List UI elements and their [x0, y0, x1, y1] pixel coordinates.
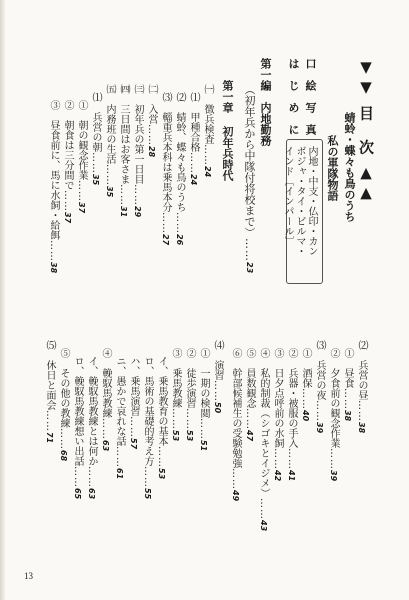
leader-dots: ……	[300, 388, 311, 410]
leader-dots: ……	[62, 190, 73, 212]
page-number: 65	[73, 488, 82, 500]
toc-entry	[48, 100, 58, 273]
itinerary-line-3: インド〔インパール〕	[282, 146, 293, 246]
entry-label: ⑥ 幹部候補生の受験勉強	[230, 348, 241, 468]
toc-entry	[62, 100, 72, 223]
entry-label: ㈢ 初年兵の第一日目	[132, 84, 143, 184]
leader-dots: ……	[114, 446, 125, 468]
page-number: 40	[301, 410, 310, 422]
page-folio: 13	[24, 571, 33, 581]
itinerary-line-1: 内地・中支・仏印・カン	[306, 146, 317, 256]
entry-label: ③ 乗馬教練	[170, 348, 181, 408]
entry-label: ② 兵器・被服の手入	[286, 348, 297, 448]
page-number: 57	[129, 438, 138, 450]
toc-entry	[202, 84, 212, 177]
toc-entry	[258, 348, 268, 531]
leader-dots: ……	[76, 180, 87, 202]
toc-entry	[328, 348, 338, 481]
leader-dots: ……	[243, 238, 256, 262]
page-number: 68	[59, 450, 68, 462]
toc-entry	[118, 84, 128, 217]
toc-entry	[212, 340, 222, 413]
leader-dots: ……	[156, 446, 167, 468]
subtitle-main: 蜻蛉・蝶々も鳥のうち	[343, 112, 356, 222]
leader-dots: ……	[128, 416, 139, 438]
page-number: 50	[213, 402, 222, 414]
entry-label: ② 夕食前の観念作業	[328, 348, 339, 448]
entry-label: ③ 日夕点呼前の水飼	[272, 348, 283, 448]
page-number: 37	[77, 202, 86, 214]
entry-label: ② 朝食は三分間で	[62, 100, 73, 190]
page-number: 26	[175, 234, 184, 246]
leader-dots: ……	[174, 212, 185, 234]
toc-entry	[128, 356, 138, 449]
entry-label: ⑴ 甲種合格	[188, 92, 199, 152]
entry-label: ① 昼食	[342, 348, 353, 388]
toc-entry	[314, 340, 324, 433]
toc-entry	[356, 340, 366, 433]
entry-label: ④ 私的制裁（シゴキとイジメ）	[258, 348, 269, 498]
entry-label: イ、輓馭馬教練とは何か	[86, 356, 97, 466]
leader-dots: ……	[142, 466, 153, 488]
leader-dots: ……	[72, 466, 83, 488]
page-number: 47	[245, 430, 254, 442]
entry-label: ⑷ 演習	[212, 340, 223, 380]
leader-dots: ……	[230, 468, 241, 490]
toc-entry	[272, 348, 282, 481]
toc-entry	[58, 348, 68, 461]
entry-label: ② 徒歩演習	[184, 348, 195, 408]
page-number: 42	[273, 470, 282, 482]
page-number: 39	[315, 422, 324, 434]
page-number: 38	[357, 422, 366, 434]
entry-label: ⑤ 員数観念	[244, 348, 255, 408]
leader-dots: ……	[198, 418, 209, 440]
leader-dots: ……	[44, 410, 55, 432]
entry-label: ⑴ 兵営の朝	[90, 92, 101, 152]
page-title: ▼▼ 目 次 ▲▲	[357, 58, 375, 204]
leader-dots: ……	[104, 164, 115, 186]
page-number: 29	[133, 206, 142, 218]
toc-entry	[188, 92, 198, 185]
leader-dots: ……	[86, 466, 97, 488]
toc-entry	[44, 340, 54, 443]
page-number: 63	[101, 440, 110, 452]
entry-label: ⑤ その他の教練	[58, 348, 69, 428]
page-number: 43	[259, 520, 268, 532]
page-number: 35	[91, 174, 100, 186]
page-number: 61	[115, 468, 124, 480]
toc-entry	[142, 356, 152, 499]
toc-entry	[132, 84, 142, 217]
leader-dots: ……	[184, 408, 195, 430]
page-number: 38	[343, 410, 352, 422]
entry-label: ⑶ 輜重兵本科は乗馬本分	[160, 92, 171, 212]
page-gutter-shadow	[0, 0, 6, 600]
leader-dots: ……	[118, 184, 129, 206]
part-subtitle: （初年兵から中隊付将校まで）	[243, 84, 256, 238]
entry-label: ⑸ 休日と面会	[44, 340, 55, 410]
page-number: 53	[157, 468, 166, 480]
itinerary-line-2: ボジャ・タイ・ビルマ・	[294, 146, 305, 256]
entry-label: ロ、輓馭馬教練想い出話	[72, 356, 83, 466]
front-item-preface: は じ め に	[287, 58, 300, 135]
entry-label: ㈡ 入営	[146, 84, 157, 124]
chapter-heading	[222, 80, 233, 113]
toc-entry	[342, 348, 352, 421]
page-number: 39	[329, 470, 338, 482]
leader-dots: ……	[90, 152, 101, 174]
entry-label: ㈣ 三日間はお客さま	[118, 84, 129, 184]
toc-entry	[146, 84, 156, 157]
page-number: 24	[203, 166, 212, 178]
toc-entry	[300, 348, 310, 421]
toc-entry	[114, 356, 124, 479]
toc-entry	[160, 92, 170, 245]
entry-label: ③ 昼食前に、馬に水飼・給餌	[48, 100, 59, 240]
chapter-number: 第一章	[221, 80, 234, 113]
chapter-title: 初年兵時代	[221, 126, 234, 181]
page-number: 38	[49, 262, 58, 274]
page-number: 24	[189, 174, 198, 186]
subtitle-secondary: 私の軍隊物語	[326, 135, 339, 201]
page-number: 49	[231, 490, 240, 502]
page-number: 27	[161, 234, 170, 246]
entry-label: ⑵ 蜻蛉、蝶々も鳥のうち	[174, 92, 185, 212]
entry-label: ハ、乗馬演習	[128, 356, 139, 416]
page-number: 23	[245, 262, 254, 274]
entry-label: ⑶ 兵営の夜	[314, 340, 325, 400]
leader-dots: ……	[314, 400, 325, 422]
front-item-frontispiece: 口 絵 写 真	[304, 58, 317, 135]
leader-dots: ……	[146, 124, 157, 146]
page-number: 53	[171, 430, 180, 442]
toc-entry	[286, 348, 296, 481]
page-number: 63	[87, 488, 96, 500]
page-number: 31	[119, 206, 128, 218]
toc-entry	[72, 356, 82, 499]
leader-dots: ……	[342, 388, 353, 410]
toc-entry	[230, 348, 240, 501]
leader-dots: ……	[132, 184, 143, 206]
entry-label: イ、乗馬教育の基本	[156, 356, 167, 446]
leader-dots: ……	[272, 448, 283, 470]
leader-dots: ……	[170, 408, 181, 430]
leader-dots: ……	[160, 212, 171, 234]
entry-label: ㈤ 内務班の生活	[104, 84, 115, 164]
leader-dots: ……	[48, 240, 59, 262]
page-number: 37	[63, 212, 72, 224]
leader-dots: ……	[328, 448, 339, 470]
page-number: 35	[105, 186, 114, 198]
entry-label: ① 一期の検閲	[198, 348, 209, 418]
leader-dots: ……	[100, 418, 111, 440]
leader-dots: ……	[356, 400, 367, 422]
toc-entry	[156, 356, 166, 479]
leader-dots: ……	[202, 144, 213, 166]
entry-label: ニ、愚かで哀れな話	[114, 356, 125, 446]
entry-label: ① 酒保	[300, 348, 311, 388]
toc-entry	[104, 84, 114, 197]
leader-dots: ……	[258, 498, 269, 520]
toc-entry	[100, 348, 110, 451]
entry-label: ⑵ 兵営の昼	[356, 340, 367, 400]
toc-entry	[174, 92, 184, 245]
entry-label: ロ、馬術の基礎的考え方	[142, 356, 153, 466]
toc-entry	[198, 348, 208, 451]
entry-label: ㈠ 徴兵検査	[202, 84, 213, 144]
page-number: 53	[185, 430, 194, 442]
page-number: 28	[147, 146, 156, 158]
leader-dots: ……	[244, 408, 255, 430]
page-number: 51	[199, 440, 208, 452]
toc-entry	[76, 100, 86, 213]
toc-entry	[184, 348, 194, 441]
leader-dots: ……	[58, 428, 69, 450]
toc-entry	[86, 356, 96, 499]
page-number: 55	[143, 488, 152, 500]
toc-entry	[170, 348, 180, 441]
page-number: 71	[45, 432, 54, 444]
part-entry	[244, 84, 255, 273]
entry-label: ① 朝の観念作業	[76, 100, 87, 180]
leader-dots: ……	[286, 448, 297, 470]
toc-entry	[244, 348, 254, 441]
leader-dots: ……	[212, 380, 223, 402]
leader-dots: ……	[188, 152, 199, 174]
entry-label: ④ 輓馭馬教練	[100, 348, 111, 418]
toc-entry	[90, 92, 100, 185]
page-number: 41	[287, 470, 296, 482]
part-heading: 第一編 内地勤務	[259, 58, 272, 146]
